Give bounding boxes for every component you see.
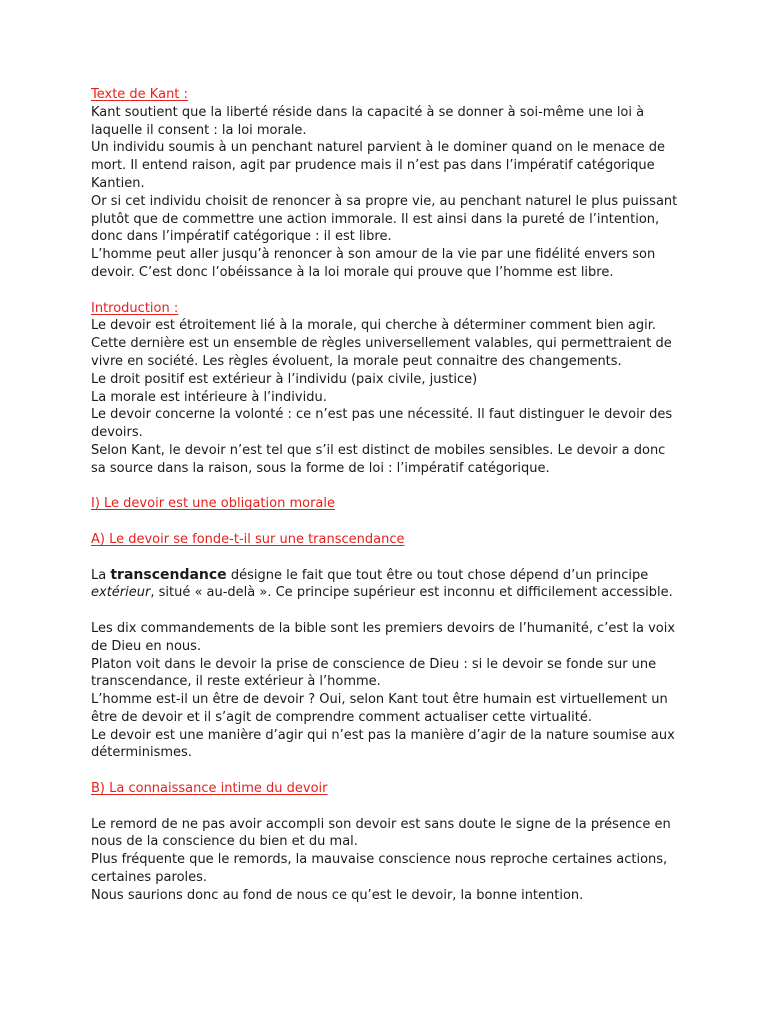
section-a-paragraph-4: Le devoir est une manière d’agir qui n’est pas la manière d’agir de la nature soumise aux déterminismes. <box>91 727 675 761</box>
definition-suffix: , situé « au-delà ». Ce principe supérieur est inconnu et difficilement accessible. <box>150 585 673 601</box>
section-a-paragraph-2: Platon voit dans le devoir la prise de conscience de Dieu : si le devoir se fonde sur une transcendance, il reste extérieur à l’homme. <box>91 656 657 690</box>
spacer <box>91 798 681 816</box>
kant-paragraph-4: L’homme peut aller jusqu’à renoncer à son amour de la vie par une fidélité envers son devoir. C’est donc l’obéissance à la loi morale qui prouve que l’homme est libre. <box>91 247 656 280</box>
spacer <box>91 282 681 300</box>
intro-paragraph-1: Le devoir est étroitement lié à la morale, qui cherche à déterminer comment bien agir. Cette dernière est un ensemble de règles universellement valables, qui permettraient de vivre en société. Les règles évoluent, la morale peut connaitre des changements. <box>91 318 672 369</box>
spacer <box>91 513 681 531</box>
intro-paragraph-4: Le devoir concerne la volonté : ce n’est pas une nécessité. Il faut distinguer le devoir des devoirs. <box>91 407 673 441</box>
kant-heading: Texte de Kant : <box>91 87 188 102</box>
kant-paragraph-1: Kant soutient que la liberté réside dans la capacité à se donner à soi-même une loi à laquelle il consent : la loi morale. <box>91 104 645 138</box>
definition-emphasis: extérieur <box>91 585 151 601</box>
part-1-heading: I) Le devoir est une obligation morale <box>91 496 335 512</box>
intro-paragraph-3: La morale est intérieure à l’individu. <box>91 389 327 405</box>
definition-middle: désigne le fait que tout être ou tout chose dépend d’un principe <box>226 567 649 583</box>
introduction-heading: Introduction : <box>91 300 179 316</box>
intro-paragraph-5: Selon Kant, le devoir n’est tel que s’il est distinct de mobiles sensibles. Le devoir a donc sa source dans la raison, sous la forme de loi : l’impératif catégorique. <box>91 442 666 476</box>
kant-paragraph-3: Or si cet individu choisit de renoncer à sa propre vie, au penchant naturel le plus puissant plutôt que de commettre une action immorale. Il est ainsi dans la pureté de l’intention, donc dans l’impératif catégorique : il est libre. <box>91 193 678 245</box>
spacer <box>91 762 681 780</box>
spacer <box>91 478 681 496</box>
transcendance-definition <box>91 567 681 603</box>
intro-paragraph-2: Le droit positif est extérieur à l’individu (paix civile, justice) <box>91 371 478 387</box>
section-a-paragraph-1: Les dix commandements de la bible sont les premiers devoirs de l’humanité, c’est la voix de Dieu en nous. <box>91 620 676 654</box>
definition-prefix: La <box>91 567 111 583</box>
document-page <box>91 86 681 905</box>
section-b-paragraph-2: Plus fréquente que le remords, la mauvaise conscience nous reproche certaines actions, certaines paroles. <box>91 852 668 886</box>
kant-paragraph-2: Un individu soumis à un penchant naturel parvient à le dominer quand on le menace de mort. Il entend raison, agit par prudence mais il n’est pas dans l’impératif catégorique Kantien. <box>91 140 665 191</box>
section-b-paragraph-3: Nous saurions donc au fond de nous ce qu’est le devoir, la bonne intention. <box>91 887 584 903</box>
section-b-heading: B) La connaissance intime du devoir <box>91 781 328 797</box>
section-a-paragraph-3: L’homme est-il un être de devoir ? Oui, selon Kant tout être humain est virtuellement un être de devoir et il s’agit de comprendre comment actualiser cette virtualité. <box>91 692 668 725</box>
section-b-paragraph-1: Le remord de ne pas avoir accompli son devoir est sans doute le signe de la présence en nous de la conscience du bien et du mal. <box>91 816 671 850</box>
spacer <box>91 549 681 567</box>
definition-term: transcendance <box>110 566 227 583</box>
section-a-heading: A) Le devoir se fonde-t-il sur une transcendance <box>91 531 405 547</box>
spacer <box>91 602 681 620</box>
